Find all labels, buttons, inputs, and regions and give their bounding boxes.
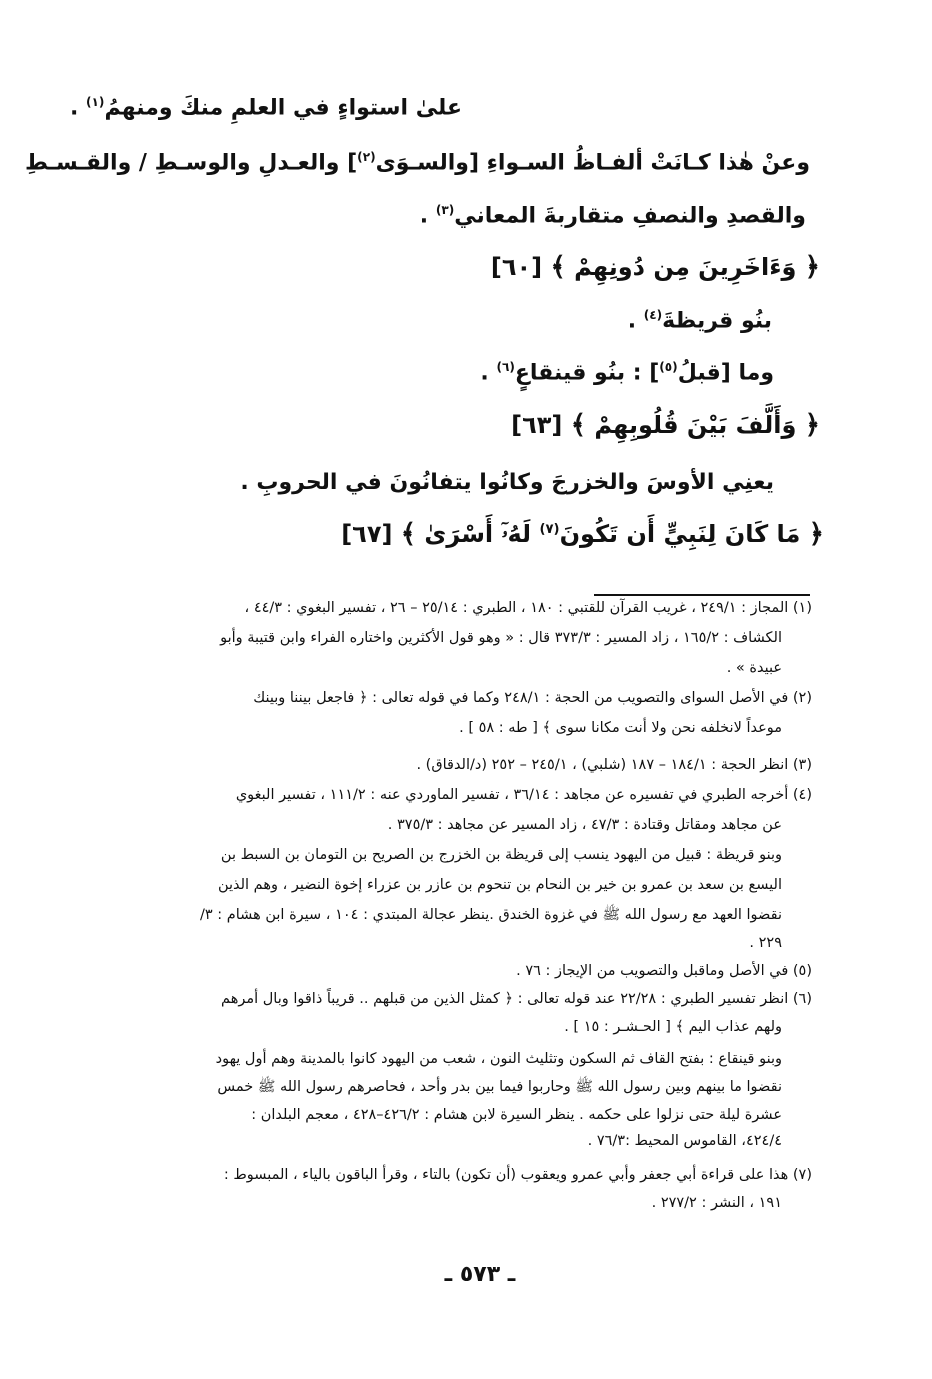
footnote-separator xyxy=(594,594,810,596)
footnote-line: (٢) في الأصل السواى والتصويب من الحجة : ٢٤٨/١ وكما في قوله تعالى : ﴿ فاجعل بيننا وبينك xyxy=(253,690,812,706)
footnote-ref-3: (٣) xyxy=(435,203,455,217)
quran-verse-60 xyxy=(491,252,820,282)
quran-verse-63 xyxy=(511,410,820,440)
verse-63-text: وَأَلَّفَ بَيْنَ قُلُوبِهِمْ xyxy=(594,411,797,439)
verse-brace-open: ﴿ xyxy=(808,519,824,549)
footnote-line: الكشاف : ١٦٥/٢ ، زاد المسير : ٣٧٣/٣ قال : « وهو قول الأكثرين واختاره الفراء وابن قتيبة وأبو xyxy=(220,630,782,646)
footnote-line: (٥) في الأصل وماقبل والتصويب من الإيجاز : ٧٦ . xyxy=(516,963,812,979)
main-line-1 xyxy=(70,95,462,120)
footnote-line: وبنو قريظة : قبيل من اليهود ينسب إلى قريظة بن الخزرج بن الصريح بن التومان بن السبط بن xyxy=(220,847,782,863)
main-line-3 xyxy=(420,203,806,228)
footnote-line: عشرة ليلة حتى نزلوا على حكمه . ينظر السيرة لابن هشام : ٤٢٦/٢–٤٢٨ ، معجم البلدان : xyxy=(251,1107,782,1123)
verse-brace-close: ﴾ xyxy=(570,410,586,440)
main-line-6 xyxy=(480,360,774,385)
main-line-8 xyxy=(240,470,774,495)
footnote-line: (٤) أخرجه الطبري في تفسيره عن مجاهد : ٣٦/١٤ ، تفسير الماوردي عنه : ١١١/٢ ، تفسير البغوي xyxy=(235,787,812,803)
page-number: ـ ٥٧٣ ـ xyxy=(444,1262,516,1287)
verse-60-text: وَءَاخَرِينَ مِن دُونِهِمْ xyxy=(574,253,797,281)
footnote-line: (١) المجاز : ٢٤٩/١ ، غريب القرآن للقتبي : ١٨٠ ، الطبري : ٢٥/١٤ – ٢٦ ، تفسير البغوي : ٤٤/٣ ، xyxy=(244,600,812,616)
footnote-line: نقضوا العهد مع رسول الله ﷺ في غزوة الخندق .ينظر عجالة المبتدي : ١٠٤ ، سيرة ابن هشام : ٣/ xyxy=(199,907,782,923)
footnote-line: (٣) انظر الحجة : ١٨٤/١ – ١٨٧ (شلبي) ، ٢٤٥/١ – ٢٥٢ (د/الدقاق) . xyxy=(416,757,812,773)
verse-60-ref: [٦٠] xyxy=(490,253,543,281)
main-line-6-text-b: ] : بنُو قينقاعٍ xyxy=(514,360,660,386)
verse-67-ref: [٦٧] xyxy=(341,520,393,548)
main-line-6-text-a: وما [قبلُ xyxy=(677,360,774,386)
main-line-3-text: والقصدِ والنصفِ متقاربةَ المعاني xyxy=(454,203,806,229)
main-line-6-period: . xyxy=(480,360,489,386)
footnote-line: موعداً لانخلفه نحن ولا أنت مكانا سوى ﴾ [ طه : ٥٨ ] . xyxy=(459,720,782,736)
main-line-5-text: بنُو قريظةَ xyxy=(662,308,772,334)
main-line-5 xyxy=(628,308,772,333)
footnote-line: نقضوا ما بينهم وبين رسول الله ﷺ وحاربوا فيما بين بدر وأحد ، فحاصرهم رسول الله ﷺ خمس xyxy=(217,1079,782,1095)
footnote-line: عبيدة » . xyxy=(726,660,782,676)
footnote-line: (٦) انظر تفسير الطبري : ٢٢/٢٨ عند قوله تعالى : ﴿ كمثل الذين من قبلهم .. قريباً ذاقوا وبال أمرهم xyxy=(221,991,812,1007)
footnote-line: عن مجاهد ومقاتل وقتادة : ٤٧/٣ ، زاد المسير عن مجاهد : ٣٧٥/٣ . xyxy=(387,817,782,833)
footnote-line: ولهم عذاب اليم ﴾ [ الحـشـر : ١٥ ] . xyxy=(564,1019,782,1035)
footnote-line: ٤٢٤/٤، القاموس المحيط :٧٦/٣ . xyxy=(587,1133,782,1149)
footnote-ref-7: (٧) xyxy=(539,522,560,537)
verse-brace-open: ﴿ xyxy=(804,252,820,282)
footnote-ref-6: (٦) xyxy=(496,360,515,374)
quran-verse-67 xyxy=(341,519,824,549)
footnote-line: (٧) هذا على قراءة أبي جعفر وأبي عمرو ويعقوب (أن تكون) بالتاء ، وقرأ الباقون بالياء ، المبسوط : xyxy=(223,1167,812,1183)
main-line-2-text-a: وعنْ هٰذا كـانَتْ ألفـاظُ السـواءِ [والسـوَى xyxy=(375,150,810,176)
main-line-5-period: . xyxy=(627,308,637,334)
footnote-line: وبنو قينقاع : بفتح القاف ثم السكون وتثليث النون ، شعب من اليهود كانوا بالمدينة وهم أول يهود xyxy=(215,1051,782,1067)
verse-brace-open: ﴿ xyxy=(804,410,820,440)
footnote-ref-4: (٤) xyxy=(643,308,663,322)
main-line-2 xyxy=(25,150,810,175)
footnote-ref-5: (٥) xyxy=(659,360,678,374)
verse-67-text-a: مَا كَانَ لِنَبِيٍّ أَن تَكُونَ xyxy=(559,520,801,548)
main-line-2-text-b: ] والعـدلِ والوسـطِ / والقـسـطِ xyxy=(24,150,358,176)
footnote-line: ١٩١ ، النشر : ٢٧٧/٢ . xyxy=(651,1195,782,1211)
footnote-line: اليسع بن سعد بن عمرو بن خير بن النحام بن تنحوم بن عازر بن عزراء إخوة النضير ، وهم الذين xyxy=(217,877,782,893)
verse-brace-close: ﴾ xyxy=(400,519,417,549)
footnote-line: ٢٢٩ . xyxy=(749,935,782,951)
main-line-8-text: يعنِي الأوسَ والخزرجَ وكانُوا يتفانُونَ في الحروبِ . xyxy=(240,470,774,495)
footnote-ref-1: (١) xyxy=(85,95,105,109)
footnote-ref-2: (٢) xyxy=(357,150,376,164)
main-line-1-text: علىٰ استواءٍ في العلمِ منكَ ومنهمُ xyxy=(104,95,462,121)
verse-63-ref: [٦٣] xyxy=(511,411,563,439)
main-line-1-period: . xyxy=(69,95,79,121)
verse-brace-close: ﴾ xyxy=(550,252,566,282)
verse-67-text-b: لَهُۥٓ أَسْرَىٰ xyxy=(424,520,532,548)
main-line-3-period: . xyxy=(419,203,429,229)
